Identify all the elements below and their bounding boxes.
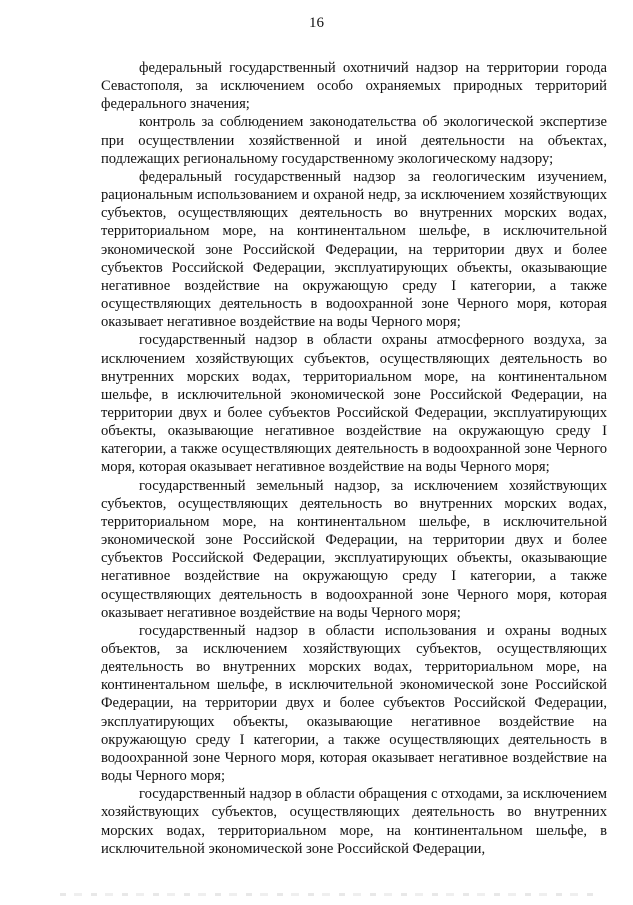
paragraph-hunting-supervision: федеральный государственный охотничий надзор на территории города Севастополя, за исключением особо охраняемых природных территорий федерального значения; — [101, 60, 607, 113]
paragraph-air-protection-supervision: государственный надзор в области охраны атмосферного воздуха, за исключением хозяйствующих субъектов, осуществляющих деятельность во внутренних морских водах, территориальном море, на континентальном шельфе, в исключительной экономической зоне Российской Федерации, на территории двух и более субъектов Российской Федерации, эксплуатирующих объекты, оказывающие негативное воздействие на окружающую среду I категории, а также осуществляющих деятельность в водоохранной зоне Черного моря, которая оказывает негативное воздействие на воды Черного моря; — [101, 332, 607, 476]
document-body — [101, 59, 607, 858]
paragraph-subsoil-supervision: федеральный государственный надзор за геологическим изучением, рациональным использованием и охраной недр, за исключением хозяйствующих субъектов, осуществляющих деятельность во внутренних морских водах, территориальном море, на континентальном шельфе, в исключительной экономической зоне Российской Федерации, на территории двух и более субъектов Российской Федерации, эксплуатирующих объекты, оказывающие негативное воздействие на окружающую среду I категории, а также осуществляющих деятельность в водоохранной зоне Черного моря, которая оказывает негативное воздействие на воды Черного моря; — [101, 168, 607, 331]
paragraph-water-objects-supervision: государственный надзор в области использования и охраны водных объектов, за исключением хозяйствующих субъектов, осуществляющих деятельность во внутренних морских водах, территориальном море, на континентальном шельфе, в исключительной экономической зоне Российской Федерации, на территории двух и более субъектов Российской Федерации, эксплуатирующих объекты, оказывающие негативное воздействие на окружающую среду I категории, а также осуществляющих деятельность в водоохранной зоне Черного моря, которая оказывает негативное воздействие на воды Черного моря; — [101, 622, 607, 785]
paragraph-ecological-expertise-control: контроль за соблюдением законодательства об экологической экспертизе при осуществлении хозяйственной и иной деятельности на объектах, подлежащих региональному государственному экологическому надзору; — [101, 114, 607, 167]
paragraph-waste-supervision: государственный надзор в области обращения с отходами, за исключением хозяйствующих субъектов, осуществляющих деятельность во внутренних морских водах, территориальном море, на континентальном шельфе, в исключительной экономической зоне Российской Федерации, — [101, 786, 607, 857]
paragraph-land-supervision: государственный земельный надзор, за исключением хозяйствующих субъектов, осуществляющих деятельность во внутренних морских водах, территориальном море, на континентальном шельфе, в исключительной экономической зоне Российской Федерации, на территории двух и более субъектов Российской Федерации, эксплуатирующих объекты, оказывающие негативное воздействие на окружающую среду I категории, а также осуществляющих деятельность в водоохранной зоне Черного моря, которая оказывает негативное воздействие на воды Черного моря; — [101, 477, 607, 621]
scan-edge-artifact — [60, 893, 600, 896]
page-number: 16 — [309, 15, 324, 31]
